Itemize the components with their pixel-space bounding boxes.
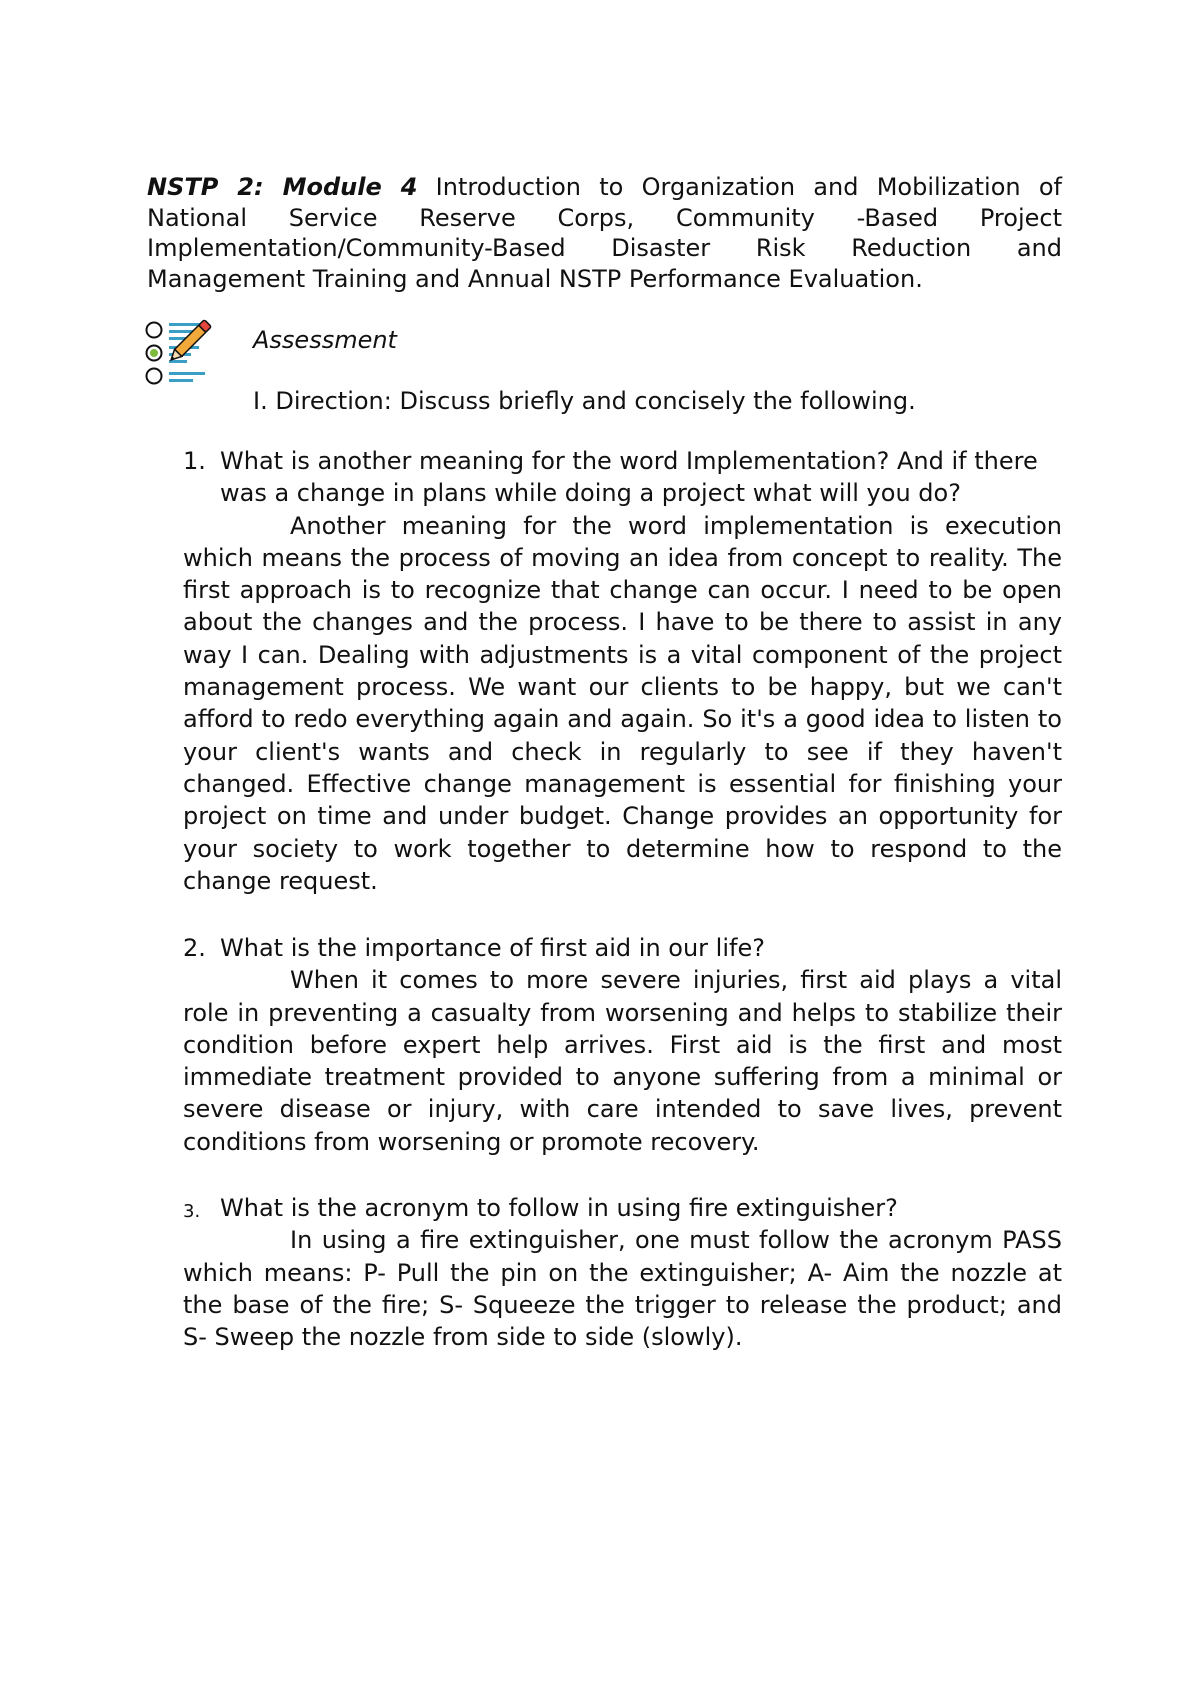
question-text: What is the importance of first aid in our life? — [220, 934, 765, 962]
question-number: 3. — [183, 1201, 201, 1222]
direction-text: I. Direction: Discuss briefly and concisely the following. — [253, 387, 916, 415]
answer-text: Another meaning for the word implementation is execution which means the process of moving an idea from concept to reality. The first approach is to recognize that change can occur. I need to be open about the changes and the process. I have to be there to assist in any way I can. Dealing with adjustments is a vital component of the project management process. We want our clients to be happy, but we can't afford to redo everything again and again. So it's a good idea to listen to your client's wants and check in regularly to see if they haven't changed. Effective change management is essential for finishing your project on time and under budget. Change provides an opportunity for your society to work together to determine how to respond to the change request. — [183, 511, 1062, 895]
question-number: 1. — [183, 447, 206, 475]
module-title: Introduction to Organization and Mobilization of National Service Reserve Corps, Community -Based Project Implementation/Community-Based Disaster Risk Reduction and Management Training and Annual NSTP Performance Evaluation. — [147, 173, 1062, 293]
module-header — [147, 172, 1062, 294]
question-item-3 — [183, 1192, 1062, 1353]
checklist-pencil-icon — [143, 318, 239, 390]
assessment-title: Assessment — [253, 326, 397, 354]
module-label: NSTP 2: Module 4 — [147, 173, 418, 201]
question-number: 2. — [183, 934, 206, 962]
answer-text: When it comes to more severe injuries, first aid plays a vital role in preventing a casualty from worsening and helps to stabilize their condition before expert help arrives. First aid is the first and most immediate treatment provided to anyone suffering from a minimal or severe disease or injury, with care intended to save lives, prevent conditions from worsening or promote recovery. — [183, 966, 1062, 1156]
question-text: What is another meaning for the word Implementation? And if there was a change in plans while doing a project what will you do? — [220, 447, 1038, 508]
question-item-2 — [183, 932, 1062, 1158]
question-item-1 — [183, 445, 1062, 897]
answer-text: In using a fire extinguisher, one must follow the acronym PASS which means: P- Pull the pin on the extinguisher; A- Aim the nozzle at the base of the fire; S- Squeeze the trigger to release the product; and S- Sweep the nozzle from side to side (slowly). — [183, 1226, 1062, 1352]
question-text: What is the acronym to follow in using fire extinguisher? — [220, 1194, 898, 1222]
